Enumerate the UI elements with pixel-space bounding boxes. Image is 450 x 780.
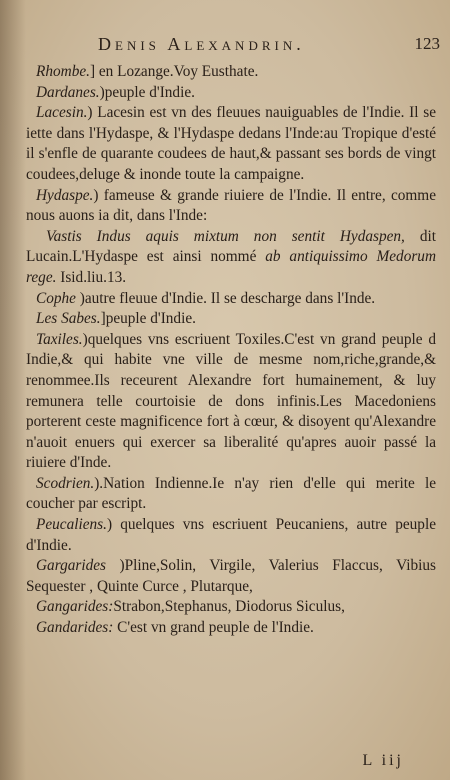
headword: Cophe [36,289,76,307]
page-header [0,34,450,56]
entry-sabes [26,309,436,330]
entry-text: )autre fleuue d'Indie. Il se descharge dans l'Inde. [75,289,376,307]
entry-dardanes [26,83,436,104]
page-number: 123 [414,34,440,53]
entry-gandarides [26,618,436,639]
headword: Dardanes. [36,83,100,101]
latin-phrase: ab antiquissimo Medorum rege. [26,248,436,286]
entry-text: ) fameuse & grande riuiere de l'Indie. Il entre, comme nous auons ia dit, dans l'Inde: [26,186,436,225]
entry-peucaliens [26,515,436,556]
headword: Peucaliens. [36,516,107,534]
entry-scodrien [26,474,436,515]
latin-quote: Vastis Indus aquis mixtum non sentit Hydaspen, [46,227,405,245]
entry-rhombe [26,62,436,83]
entry-lacesin [26,103,436,185]
entry-text: ) Lacesin est vn des fleuues nauiguables de l'Indie. Il se iette dans l'Hydaspe, & l'Hydaspe dedans l'Inde:au Tropique d'esté il s'enfle de quarante coudees de haut,& passant ses bords de vingt coudees,deluge & inonde toute la campaigne. [26,104,436,183]
entry-gargarides [26,556,436,597]
headword: Lacesin. [36,104,88,122]
signature-mark: L iij [362,752,404,769]
entry-text: ).Nation Indienne.Ie n'ay rien d'elle qui merite le coucher par escript. [26,474,436,513]
entry-text: )quelques vns escriuent Toxiles.C'est vn grand peuple d Indie,& qui habite vne ville de mesme nom,riche,grande,& renommee.Ils receurent Alexandre fort humainement, & luy remunera telle courtoisie de dons infinis.Les Macedoniens porterent ceste magnificence fort à cœur, & disoyent qu'Alexandre n'auoit enuers qui exercer sa liberalité qu'apres auoir passé la riuiere d'Inde. [26,330,436,472]
entry-text: )Pline,Solin, Virgile, Valerius Flaccus, Vibius Sequester , Quinte Curce , Plutarque, [26,557,436,595]
entry-hydaspe [26,186,436,227]
entry-text: dit Lucain.L'Hydaspe est ainsi nommé [26,227,436,266]
headword: Taxiles. [36,330,83,348]
entry-taxiles [26,330,436,474]
headword: Gangarides: [36,598,114,616]
entry-cophe [26,289,436,310]
headword: Scodrien. [36,474,95,492]
entry-text: C'est vn grand peuple de l'Indie. [113,619,314,637]
spine-shadow [0,0,26,780]
running-head: Denis Alexandrin. [98,34,305,54]
headword: Les Sabes. [36,310,101,328]
entry-text: ) quelques vns escriuent Peucaniens, autre peuple d'Indie. [26,516,436,554]
entry-lucain-quote [26,227,436,289]
entry-text: Strabon,Stephanus, Diodorus Siculus, [113,598,345,616]
headword: Hydaspe. [36,186,94,204]
headword: Gargarides [36,557,106,575]
entry-text: ] en Lozange.Voy Eusthate. [89,63,259,80]
body-text [26,62,436,639]
headword: Gandarides: [36,619,114,637]
entry-text: ]peuple d'Indie. [100,310,196,328]
entry-text: Isid.liu.13. [56,268,127,286]
entry-text: )peuple d'Indie. [99,83,195,101]
entry-gangarides [26,597,436,618]
headword: Rhombe. [36,63,90,80]
